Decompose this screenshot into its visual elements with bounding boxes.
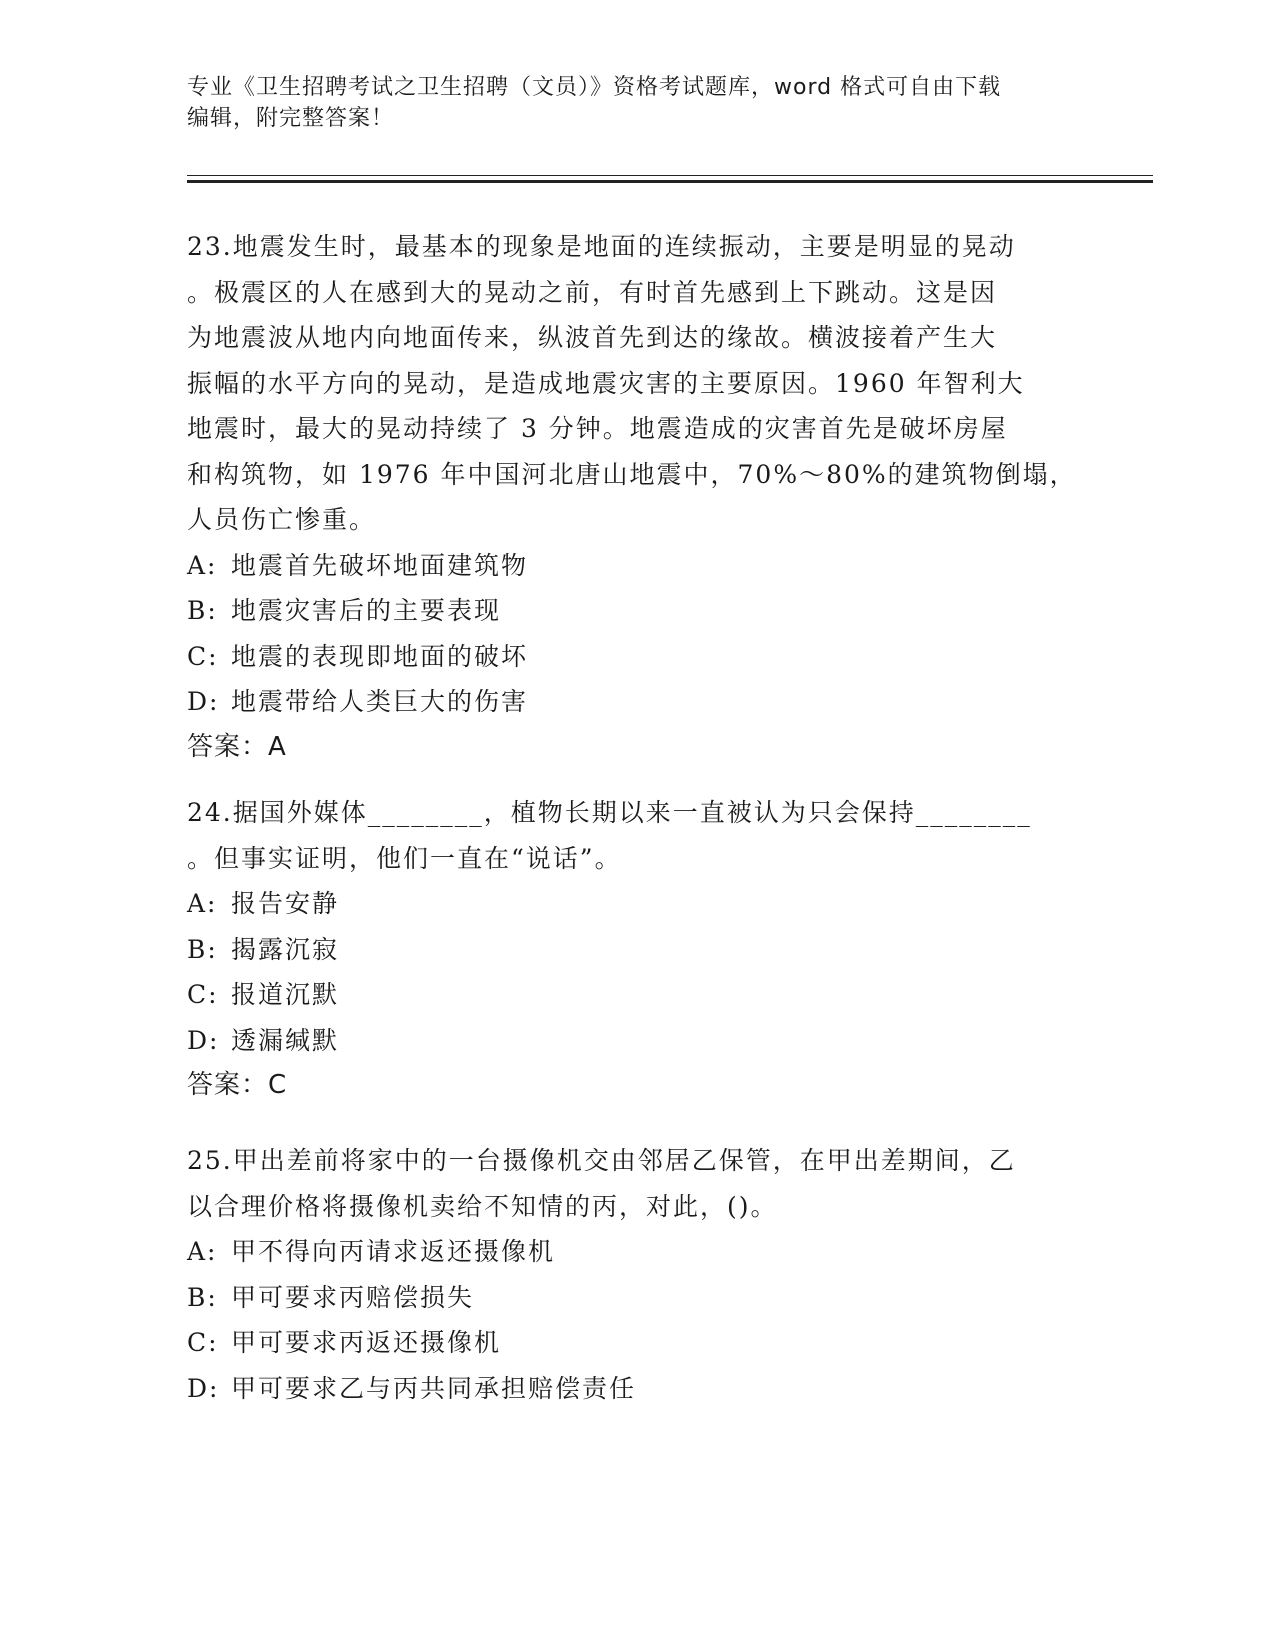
option-c: C: 地震的表现即地面的破坏 [187, 641, 529, 671]
header-divider-thick [187, 180, 1153, 183]
stem-line: 。极震区的人在感到大的晃动之前，有时首先感到上下跳动。这是因 [187, 277, 998, 307]
stem-line: 23.地震发生时，最基本的现象是地面的连续振动，主要是明显的晃动 [187, 232, 1016, 261]
header-divider-thin [187, 175, 1153, 176]
stem-line: 地震时，最大的晃动持续了 3 分钟。地震造成的灾害首先是破坏房屋 [187, 414, 1008, 443]
question-25 [187, 1138, 1077, 1411]
option-b: B: 揭露沉寂 [187, 934, 340, 964]
header-line-1: 专业《卫生招聘考试之卫生招聘（文员）》资格考试题库，word 格式可自由下载 [187, 75, 1002, 100]
header-line-2: 编辑，附完整答案！ [187, 106, 395, 131]
option-c: C: 甲可要求丙返还摄像机 [187, 1328, 502, 1357]
question-stem [187, 790, 1077, 881]
stem-line: 。但事实证明，他们一直在“说话”。 [187, 843, 622, 873]
question-number: 25. [187, 1146, 233, 1175]
stem-line: 24.据国外媒体________，植物长期以来一直被认为只会保持________ [187, 798, 1032, 827]
option-d: D: 地震带给人类巨大的伤害 [187, 687, 529, 716]
question-number: 23. [187, 232, 233, 261]
question-23 [187, 224, 1077, 770]
option-a: A: 地震首先破坏地面建筑物 [187, 550, 529, 580]
question-24 [187, 790, 1077, 1109]
stem-line: 以合理价格将摄像机卖给不知情的丙，对此，()。 [187, 1191, 778, 1221]
stem-line: 和构筑物，如 1976 年中国河北唐山地震中，70%～80%的建筑物倒塌， [187, 459, 1077, 489]
question-number: 24. [187, 798, 233, 827]
option-b: B: 地震灾害后的主要表现 [187, 596, 502, 625]
stem-line: 振幅的水平方向的晃动，是造成地震灾害的主要原因。1960 年智利大 [187, 368, 1025, 398]
answer-label: 答案：C [187, 1070, 288, 1100]
answer-label: 答案：A [187, 731, 287, 762]
stem-line: 25.甲出差前将家中的一台摄像机交由邻居乙保管，在甲出差期间，乙 [187, 1146, 1016, 1175]
option-a: A: 甲不得向丙请求返还摄像机 [187, 1237, 556, 1266]
stem-line: 为地震波从地内向地面传来，纵波首先到达的缘故。横波接着产生大 [187, 323, 998, 352]
option-d: D: 透漏缄默 [187, 1025, 340, 1055]
question-stem [187, 1138, 1077, 1229]
option-d: D: 甲可要求乙与丙共同承担赔偿责任 [187, 1373, 637, 1403]
option-a: A: 报告安静 [187, 889, 340, 918]
option-b: B: 甲可要求丙赔偿损失 [187, 1282, 475, 1312]
option-c: C: 报道沉默 [187, 980, 340, 1009]
document-header [187, 72, 1087, 134]
question-stem [187, 224, 1077, 543]
stem-line: 人员伤亡惨重。 [187, 505, 377, 534]
